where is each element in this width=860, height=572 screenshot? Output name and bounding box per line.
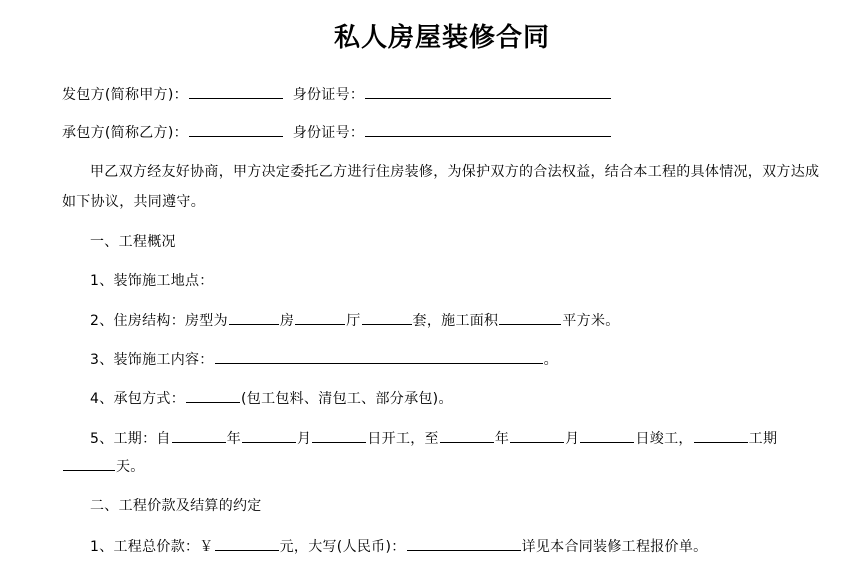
section1-item5 bbox=[90, 428, 777, 449]
item2-unit-area: 平方米。 bbox=[562, 313, 620, 329]
start-day-unit: 日开工，至 bbox=[367, 431, 439, 447]
total-price-blank[interactable] bbox=[215, 536, 279, 551]
item1-label: 1、装饰施工地点： bbox=[90, 273, 214, 289]
total-price-label: 1、工程总价款：￥ bbox=[90, 539, 214, 555]
party-a-line bbox=[62, 84, 612, 105]
party-a-id-label: 身份证号： bbox=[292, 87, 365, 103]
party-b-label: 承包方(简称乙方)： bbox=[62, 125, 188, 141]
party-b-id-blank[interactable] bbox=[365, 122, 611, 137]
party-a-label: 发包方(简称甲方)： bbox=[62, 87, 188, 103]
intro-paragraph: 甲乙双方经友好协商，甲方决定委托乙方进行住房装修，为保护双方的合法权益，结合本工程的具体情况，双方达成如下协议，共同遵守。 bbox=[62, 164, 820, 210]
section1-item1 bbox=[90, 271, 214, 291]
section1-heading: 一、工程概况 bbox=[90, 234, 176, 250]
end-month-blank[interactable] bbox=[510, 428, 564, 443]
room-count-blank[interactable] bbox=[229, 310, 279, 325]
section2-item1 bbox=[90, 536, 707, 557]
item2-unit-hall: 厅 bbox=[346, 313, 361, 329]
item4-suffix: (包工包料、清包工、部分承包)。 bbox=[241, 391, 453, 407]
party-b-name-blank[interactable] bbox=[189, 122, 283, 137]
period-label: 工期 bbox=[748, 431, 778, 447]
section2-heading: 二、工程价款及结算的约定 bbox=[90, 498, 262, 514]
start-year-unit: 年 bbox=[226, 431, 242, 447]
hall-count-blank[interactable] bbox=[295, 310, 345, 325]
total-price-suffix: 详见本合同装修工程报价单。 bbox=[521, 539, 708, 555]
area-blank[interactable] bbox=[499, 310, 561, 325]
section1-item3 bbox=[90, 349, 558, 370]
party-a-name-blank[interactable] bbox=[189, 84, 283, 99]
party-a-id-blank[interactable] bbox=[365, 84, 611, 99]
item2-unit-set: 套，施工面积 bbox=[412, 313, 499, 329]
set-count-blank[interactable] bbox=[362, 310, 412, 325]
party-b-line bbox=[62, 122, 612, 143]
section1-item4 bbox=[90, 388, 453, 409]
end-day-unit: 日竣工， bbox=[635, 431, 693, 447]
end-year-unit: 年 bbox=[494, 431, 510, 447]
item2-unit-room: 房 bbox=[279, 313, 295, 329]
start-month-blank[interactable] bbox=[242, 428, 296, 443]
construction-content-blank[interactable] bbox=[215, 349, 543, 364]
item2-prefix: 2、住房结构：房型为 bbox=[90, 313, 228, 329]
end-month-unit: 月 bbox=[565, 431, 580, 447]
section1-item2 bbox=[90, 310, 620, 331]
contract-method-blank[interactable] bbox=[186, 388, 240, 403]
item4-label: 4、承包方式： bbox=[90, 391, 186, 407]
end-day-blank[interactable] bbox=[580, 428, 634, 443]
party-b-id-label: 身份证号： bbox=[292, 125, 365, 141]
item3-label: 3、装饰施工内容： bbox=[90, 352, 214, 368]
days-unit: 天。 bbox=[116, 459, 145, 475]
item5-label: 5、工期：自 bbox=[90, 431, 171, 447]
start-month-unit: 月 bbox=[297, 431, 312, 447]
total-price-yuan: 元，大写(人民币)： bbox=[279, 539, 406, 555]
total-price-uppercase-blank[interactable] bbox=[407, 536, 521, 551]
start-year-blank[interactable] bbox=[172, 428, 226, 443]
end-year-blank[interactable] bbox=[440, 428, 494, 443]
document-title: 私人房屋装修合同 bbox=[333, 23, 550, 53]
period-blank-part1[interactable] bbox=[694, 428, 748, 443]
period-days-blank[interactable] bbox=[63, 456, 115, 471]
item3-suffix: 。 bbox=[543, 352, 558, 368]
section1-item5-cont bbox=[62, 456, 145, 477]
start-day-blank[interactable] bbox=[312, 428, 366, 443]
